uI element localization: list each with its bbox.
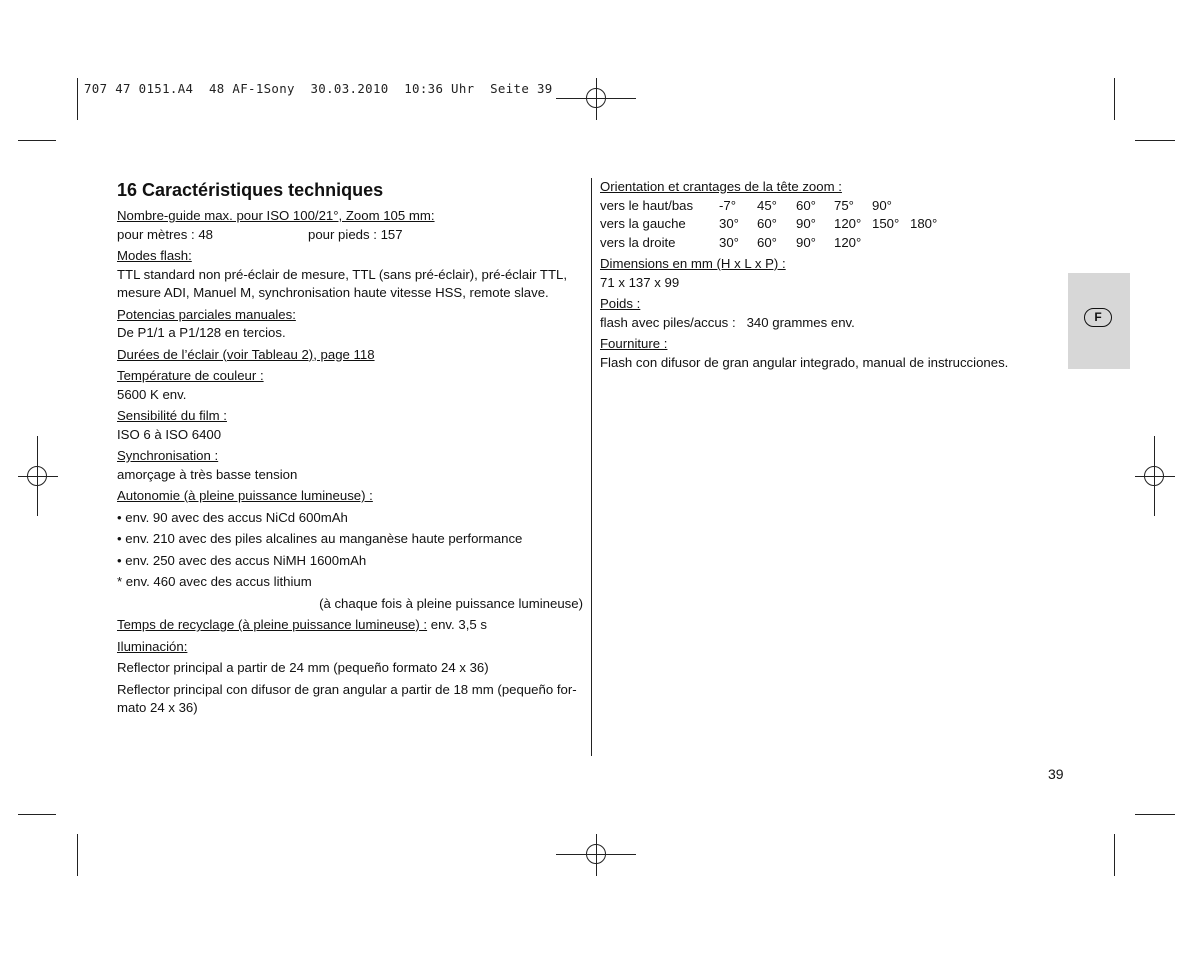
ilum-line-2b: mato 24 x 36) [117, 700, 198, 715]
orientation-angle: 150° [872, 216, 900, 231]
recycle-line [117, 616, 587, 635]
language-badge: F [1084, 308, 1112, 327]
orientation-angle: -7° [719, 197, 736, 213]
autonomy-label: Autonomie (à pleine puissance lumineuse) : [117, 488, 373, 503]
recycle-value: env. 3,5 s [430, 617, 487, 632]
orientation-label: Orientation et crantages de la tête zoom : [600, 179, 842, 194]
guide-meters: pour mètres : 48 [117, 226, 214, 242]
autonomy-note: (à chaque fois à pleine puissance lumineuse) [319, 595, 583, 611]
autonomy-item: • env. 90 avec des accus NiCd 600mAh [117, 509, 348, 525]
column-divider [591, 178, 592, 756]
orientation-angle: 90° [796, 216, 816, 231]
fourniture-label: Fourniture : [600, 336, 668, 351]
orientation-table [600, 197, 1060, 253]
orientation-row-label: vers la droite [600, 234, 676, 250]
poids-value: flash avec piles/accus : 340 grammes env. [600, 314, 855, 330]
modes-line-1: TTL standard non pré-éclair de mesure, TTL (sans pré-éclair), pré-éclair TTL, [117, 266, 568, 282]
dimensions-label: Dimensions en mm (H x L x P) : [600, 256, 786, 271]
sync-label: Synchronisation : [117, 448, 219, 463]
orientation-angle: 45° [757, 197, 777, 213]
poids-label: Poids : [600, 296, 641, 311]
sens-value: ISO 6 à ISO 6400 [117, 426, 222, 442]
orientation-angle: 30° [719, 216, 739, 231]
orientation-angle: 60° [757, 216, 777, 231]
orientation-row [600, 197, 1060, 216]
print-slug: 707 47 0151.A4 48 AF-1Sony 30.03.2010 10:36 Uhr Seite 39 [84, 81, 553, 96]
orientation-angle: 90° [872, 197, 892, 213]
orientation-row [600, 215, 1060, 234]
orientation-angle: 90° [796, 234, 816, 250]
autonomy-item: * env. 460 avec des accus lithium [117, 574, 312, 589]
orientation-angle: 60° [757, 234, 777, 250]
dimensions-value: 71 x 137 x 99 [600, 274, 680, 290]
fourniture-value: Flash con difusor de gran angular integrado, manual de instrucciones. [600, 354, 1009, 370]
potencias-label: Potencias parciales manuales: [117, 306, 296, 322]
guide-values [117, 226, 587, 245]
orientation-angle: 120° [834, 216, 862, 231]
orientation-angle: 180° [910, 216, 938, 231]
temp-value: 5600 K env. [117, 386, 187, 402]
ilum-line-1: Reflector principal a partir de 24 mm (pequeño formato 24 x 36) [117, 660, 489, 675]
spec-right-column [600, 178, 1060, 372]
language-tab [1068, 273, 1130, 369]
orientation-angle: 75° [834, 197, 854, 213]
spec-left-column [117, 178, 587, 718]
orientation-row [600, 234, 1060, 253]
modes-line-2: mesure ADI, Manuel M, synchronisation haute vitesse HSS, remote slave. [117, 285, 549, 300]
section-title: 16 Caractéristiques techniques [117, 180, 384, 200]
autonomy-item: • env. 210 avec des piles alcalines au manganèse haute performance [117, 531, 523, 546]
orientation-angle: 120° [834, 234, 862, 250]
orientation-row-label: vers le haut/bas [600, 197, 694, 213]
ilum-label: Iluminación: [117, 638, 188, 654]
orientation-angle: 30° [719, 234, 739, 250]
durees-link: Durées de l’éclair (voir Tableau 2), page 118 [117, 346, 375, 362]
guide-label: Nombre-guide max. pour ISO 100/21°, Zoom 105 mm: [117, 208, 435, 223]
sens-label: Sensibilité du film : [117, 408, 227, 423]
recycle-label: Temps de recyclage (à pleine puissance lumineuse) : [117, 617, 428, 632]
guide-feet: pour pieds : 157 [308, 226, 403, 242]
sync-value: amorçage à très basse tension [117, 466, 298, 482]
orientation-angle: 60° [796, 197, 816, 213]
temp-label: Température de couleur : [117, 368, 264, 383]
ilum-line-2a: Reflector principal con difusor de gran angular a partir de 18 mm (pequeño for- [117, 681, 577, 697]
modes-label: Modes flash: [117, 248, 192, 263]
orientation-row-label: vers la gauche [600, 216, 686, 231]
page-number: 39 [1048, 766, 1064, 782]
autonomy-item: • env. 250 avec des accus NiMH 1600mAh [117, 552, 367, 568]
potencias-text: De P1/1 a P1/128 en tercios. [117, 325, 286, 340]
